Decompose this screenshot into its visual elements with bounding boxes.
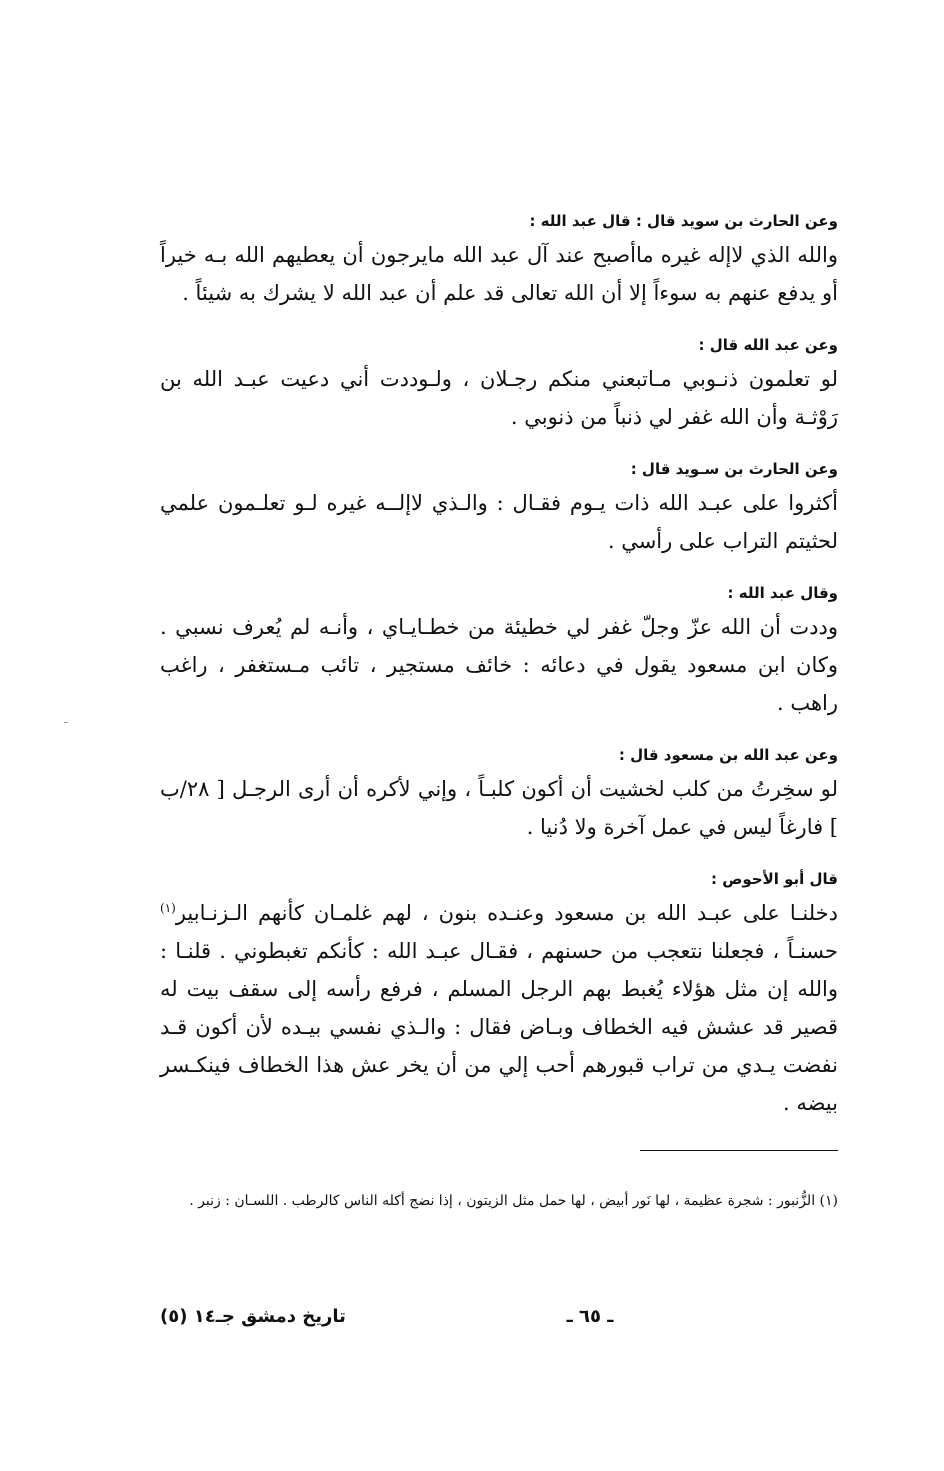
book-title: تاريخ دمشق جـ١٤ (٥) [160,1306,346,1327]
section-heading: وعن عبد الله قال : [698,336,838,354]
section-paragraph [160,894,838,1122]
paragraph-text: دخلنـا على عبـد الله بن مسعود وعنـده بنون ، لهم غلمـان كأنهم الـزنـابير [175,901,838,925]
section-1 [160,210,838,312]
section-4 [160,582,838,722]
paragraph-text: حسنـاً ، فجعلنا نتعجب من حسنهم ، فقـال عبـد الله : كأنكم تغبطوني . قلنـا : والله إن مثل هؤلاء يُغبط بهم الرجل المسلم ، فرفع رأسه إلى سقف بيت له قصير قد عشش فيه الخطاف وبـاض فقال : والـذي نفسي بيـده لأن أكون قـد نفضت يـدي من تراب قبورهم أحب إلي من أن يخر عش هذا الخطاف فينكـسر بيضه . [160,939,838,1115]
section-5 [160,744,838,846]
section-heading: قال أبو الأحوص : [710,870,838,888]
section-heading: وعن عبد الله بن مسعود قال : [618,746,838,764]
footnote: (١) الزُّنبور : شجرة عظيمة ، لها نَور أبيض ، لها حمل مثل الزيتون ، إذا نضج أكله الناس كالرطب . اللسـان : زنبر . [189,1193,838,1209]
margin-mark [64,722,68,723]
section-paragraph: لو تعلمون ذنـوبي مـاتبعني منكم رجـلان ، ولـوددت أني دعيت عبـد الله بن رَوْثـة وأن الله غفر لي ذنباً من ذنوبي . [160,367,838,429]
section-heading: وقال عبد الله : [727,584,838,602]
section-paragraph: وددت أن الله عزّ وجلّ غفر لي خطيئة من خطـايـاي ، وأنـه لم يُعرف نسبي . وكان ابن مسعود يقول في دعائه : خائف مستجير ، تائب مـستغفر ، راغب راهب . [160,615,838,715]
section-3 [160,458,838,560]
footnote-reference: (١) [160,901,176,915]
section-paragraph: أكثروا على عبـد الله ذات يـوم فقـال : والـذي لاإلــه غيره لـو تعلـمون علمي لحثيتم التراب على رأسي . [160,491,839,553]
page-footer [160,1300,838,1334]
footnote-separator [640,1150,838,1151]
section-6 [160,868,838,1122]
section-heading: وعن الحارث بن سـويد قال : [630,460,838,478]
section-2 [160,334,838,436]
section-heading: وعن الحارث بن سويد قال : قال عبد الله : [529,212,838,230]
section-paragraph: لو سخِرتُ من كلب لخشيت أن أكون كلبـاً ، وإني لأكره أن أرى الرجـل [ ٢٨/ب ] فارغاً ليس في عمل آخرة ولا دُنيا . [160,777,838,839]
page-number: ـ ٦٥ ـ [566,1306,614,1327]
section-paragraph: والله الذي لاإله غيره ماأصبح عند آل عبد الله مايرجون أن يعطيهم الله بـه خيراً أو يدفع عنهم به سوءاً إلا أن الله تعالى قد علم أن عبد الله لا يشرك به شيئاً . [160,243,838,305]
main-text [160,210,838,1122]
